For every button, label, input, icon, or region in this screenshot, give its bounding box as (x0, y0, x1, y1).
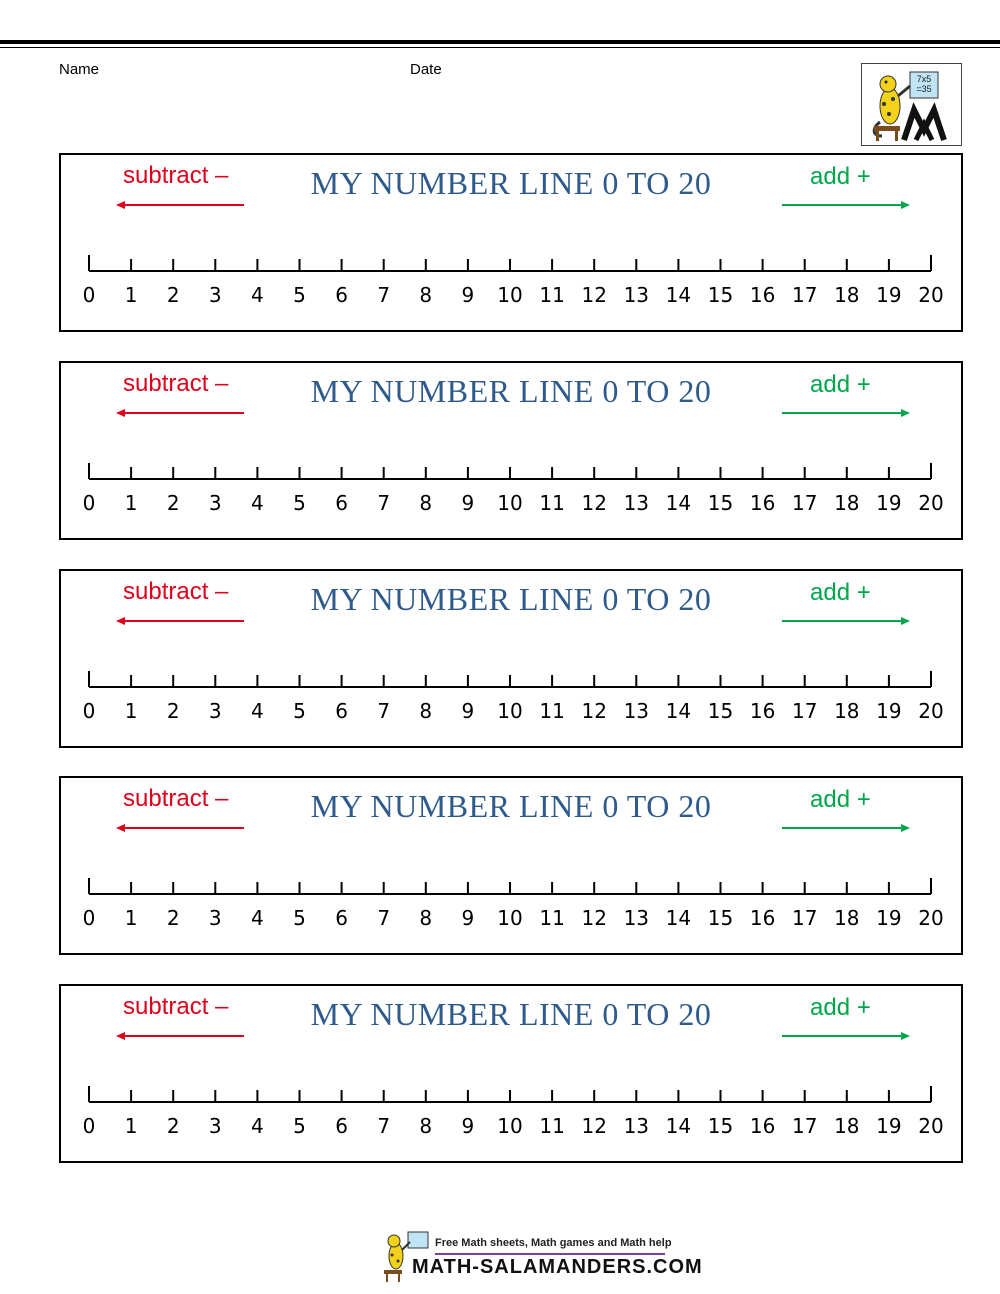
number-line (61, 445, 965, 515)
tick-label: 4 (251, 1114, 264, 1138)
tick-label: 8 (419, 1114, 433, 1138)
add-label: add + (810, 163, 871, 190)
tick-label: 9 (461, 906, 475, 930)
tick-label: 17 (791, 283, 818, 307)
tick-label: 6 (335, 1114, 348, 1138)
add-label: add + (810, 994, 871, 1021)
tick-label: 9 (461, 1114, 475, 1138)
left-arrow-icon (116, 822, 246, 834)
tick-label: 17 (791, 1114, 818, 1138)
tick-label: 16 (749, 699, 776, 723)
logo-box (861, 63, 962, 146)
tick-label: 5 (293, 491, 306, 515)
tick-label: 7 (377, 491, 391, 515)
tick-label: 17 (791, 906, 818, 930)
tick-label: 11 (539, 1114, 565, 1138)
tick-label: 1 (124, 699, 138, 723)
subtract-label: subtract – (123, 162, 229, 189)
right-arrow-icon (780, 407, 910, 419)
subtract-label: subtract – (123, 785, 229, 812)
number-line (61, 237, 965, 307)
number-line-strip (59, 984, 963, 1163)
tick-label: 17 (791, 699, 818, 723)
tick-label: 0 (82, 699, 96, 723)
tick-label: 18 (834, 699, 860, 723)
tick-label: 19 (876, 699, 902, 723)
tick-label: 20 (918, 906, 944, 930)
number-line-strip (59, 361, 963, 540)
left-arrow-icon (116, 407, 246, 419)
tick-label: 9 (461, 283, 475, 307)
tick-label: 1 (124, 906, 138, 930)
left-arrow-icon (116, 199, 246, 211)
tick-label: 4 (251, 283, 264, 307)
tick-label: 10 (497, 491, 523, 515)
tick-label: 13 (623, 906, 650, 930)
right-arrow-icon (780, 615, 910, 627)
tick-label: 15 (707, 699, 734, 723)
tick-label: 10 (497, 283, 523, 307)
tick-label: 14 (665, 1114, 692, 1138)
tick-label: 7 (377, 699, 391, 723)
tick-label: 3 (208, 283, 222, 307)
tick-label: 16 (749, 1114, 776, 1138)
tick-label: 5 (293, 699, 306, 723)
tick-label: 8 (419, 906, 433, 930)
tick-label: 11 (539, 699, 565, 723)
tick-label: 0 (82, 491, 96, 515)
tick-label: 1 (124, 1114, 138, 1138)
tick-label: 18 (834, 906, 860, 930)
tick-label: 0 (82, 906, 96, 930)
tick-label: 8 (419, 699, 433, 723)
tick-label: 3 (208, 1114, 222, 1138)
tick-label: 19 (876, 906, 902, 930)
date-label: Date (410, 61, 442, 78)
add-label: add + (810, 371, 871, 398)
logo-equation-line2: =35 (916, 84, 932, 94)
number-line-strip (59, 569, 963, 748)
tick-label: 13 (623, 491, 650, 515)
tick-label: 7 (377, 1114, 391, 1138)
subtract-label: subtract – (123, 370, 229, 397)
tick-label: 9 (461, 491, 475, 515)
tick-label: 18 (834, 491, 860, 515)
footer-site-name: MATH-SALAMANDERS.COM (412, 1256, 703, 1278)
tick-label: 19 (876, 1114, 902, 1138)
tick-label: 2 (166, 699, 180, 723)
tick-label: 0 (82, 283, 96, 307)
strip-title: MY NUMBER LINE 0 TO 20 (310, 165, 712, 201)
footer-tagline: Free Math sheets, Math games and Math help (435, 1237, 672, 1249)
number-line (61, 653, 965, 723)
tick-label: 3 (208, 906, 222, 930)
subtract-label: subtract – (123, 993, 229, 1020)
tick-label: 4 (251, 699, 264, 723)
tick-label: 12 (581, 906, 607, 930)
top-rule-thin (0, 47, 1000, 48)
tick-label: 20 (918, 283, 944, 307)
tick-label: 5 (293, 1114, 306, 1138)
tick-label: 6 (335, 491, 348, 515)
tick-label: 11 (539, 906, 565, 930)
tick-label: 15 (707, 906, 734, 930)
tick-label: 4 (251, 491, 264, 515)
tick-label: 7 (377, 283, 391, 307)
strip-title: MY NUMBER LINE 0 TO 20 (310, 373, 712, 409)
tick-label: 2 (166, 491, 180, 515)
top-rule-thick (0, 40, 1000, 44)
tick-label: 13 (623, 283, 650, 307)
left-arrow-icon (116, 615, 246, 627)
tick-label: 12 (581, 283, 607, 307)
tick-label: 9 (461, 699, 475, 723)
tick-label: 14 (665, 699, 692, 723)
right-arrow-icon (780, 1030, 910, 1042)
tick-label: 11 (539, 283, 565, 307)
tick-label: 15 (707, 283, 734, 307)
tick-label: 10 (497, 1114, 523, 1138)
tick-label: 2 (166, 283, 180, 307)
tick-label: 20 (918, 1114, 944, 1138)
tick-label: 18 (834, 283, 860, 307)
tick-label: 3 (208, 491, 222, 515)
tick-label: 10 (497, 906, 523, 930)
tick-label: 14 (665, 906, 692, 930)
tick-label: 3 (208, 699, 222, 723)
add-label: add + (810, 786, 871, 813)
footer-logo (378, 1228, 703, 1288)
tick-label: 15 (707, 491, 734, 515)
tick-label: 5 (293, 906, 306, 930)
add-label: add + (810, 579, 871, 606)
tick-label: 19 (876, 491, 902, 515)
tick-label: 1 (124, 491, 138, 515)
salamander-logo-icon (862, 64, 961, 145)
tick-label: 7 (377, 906, 391, 930)
strip-title: MY NUMBER LINE 0 TO 20 (310, 996, 712, 1032)
tick-label: 11 (539, 491, 565, 515)
tick-label: 12 (581, 699, 607, 723)
strip-title: MY NUMBER LINE 0 TO 20 (310, 788, 712, 824)
tick-label: 2 (166, 906, 180, 930)
number-line-strip (59, 776, 963, 955)
left-arrow-icon (116, 1030, 246, 1042)
tick-label: 2 (166, 1114, 180, 1138)
footer-divider (435, 1253, 665, 1255)
subtract-label: subtract – (123, 578, 229, 605)
tick-label: 6 (335, 283, 348, 307)
tick-label: 6 (335, 906, 348, 930)
tick-label: 20 (918, 699, 944, 723)
right-arrow-icon (780, 199, 910, 211)
number-line (61, 860, 965, 930)
tick-label: 5 (293, 283, 306, 307)
tick-label: 13 (623, 699, 650, 723)
tick-label: 19 (876, 283, 902, 307)
name-label: Name (59, 61, 100, 78)
tick-label: 15 (707, 1114, 734, 1138)
tick-label: 8 (419, 491, 433, 515)
tick-label: 14 (665, 283, 692, 307)
tick-label: 4 (251, 906, 264, 930)
number-line-strip (59, 153, 963, 332)
tick-label: 10 (497, 699, 523, 723)
tick-label: 16 (749, 906, 776, 930)
tick-label: 0 (82, 1114, 96, 1138)
tick-label: 17 (791, 491, 818, 515)
tick-label: 6 (335, 699, 348, 723)
logo-equation-line1: 7x5 (916, 74, 932, 84)
tick-label: 1 (124, 283, 138, 307)
tick-label: 20 (918, 491, 944, 515)
right-arrow-icon (780, 822, 910, 834)
tick-label: 16 (749, 283, 776, 307)
tick-label: 14 (665, 491, 692, 515)
tick-label: 13 (623, 1114, 650, 1138)
tick-label: 18 (834, 1114, 860, 1138)
tick-label: 8 (419, 283, 433, 307)
strip-title: MY NUMBER LINE 0 TO 20 (310, 581, 712, 617)
number-line (61, 1068, 965, 1138)
tick-label: 12 (581, 491, 607, 515)
tick-label: 16 (749, 491, 776, 515)
tick-label: 12 (581, 1114, 607, 1138)
